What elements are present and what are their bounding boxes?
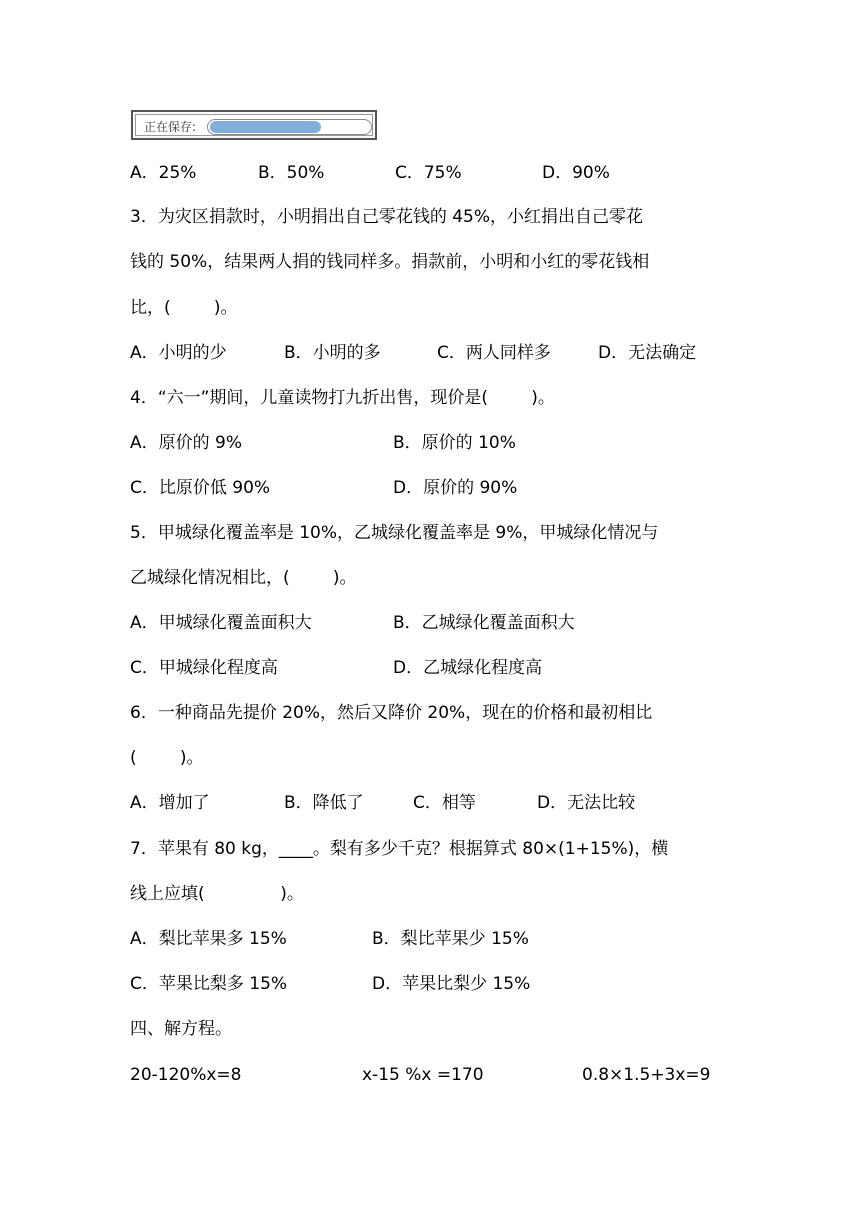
q5-option-d: D．乙城绿化程度高 — [393, 658, 543, 678]
q3-option-a: A．小明的少 — [130, 343, 227, 363]
q2-option-d: D．90% — [542, 163, 610, 183]
q3-option-b: B．小明的多 — [284, 343, 381, 363]
q5-option-a: A．甲城绿化覆盖面积大 — [130, 613, 312, 633]
q7-option-b: B．梨比苹果少 15% — [372, 929, 529, 949]
q3-option-d: D．无法确定 — [598, 343, 697, 363]
q3-stem-line-2: 钱的 50%，结果两人捐的钱同样多。捐款前，小明和小红的零花钱相 — [130, 252, 650, 272]
q7-stem-line-1: 7．苹果有 80 kg，____。梨有多少千克？根据算式 80×(1+15%)，横 — [130, 839, 669, 859]
q4-stem-line-1: 4．“六一”期间，儿童读物打九折出售，现价是( )。 — [130, 388, 555, 408]
q3-stem-line-1: 3．为灾区捐款时，小明捐出自己零花钱的 45%，小红捐出自己零花 — [130, 207, 644, 227]
q7-option-c: C．苹果比梨多 15% — [130, 974, 288, 994]
q6-stem-line-2: ( )。 — [130, 748, 204, 768]
saving-label: 正在保存: — [144, 120, 197, 134]
q7-option-d: D．苹果比梨少 15% — [372, 974, 531, 994]
saving-progress-frame — [135, 114, 373, 136]
q6-option-d: D．无法比较 — [537, 793, 636, 813]
q4-option-b: B．原价的 10% — [393, 433, 516, 453]
equation-2: x-15 %x =170 — [362, 1065, 484, 1085]
q4-option-d: D．原价的 90% — [393, 478, 518, 498]
q3-option-c: C．两人同样多 — [437, 343, 551, 363]
saving-progress-track — [207, 119, 372, 135]
q3-stem-line-3: 比，( )。 — [130, 298, 238, 318]
q5-option-b: B．乙城绿化覆盖面积大 — [393, 613, 575, 633]
saving-progress-widget — [131, 110, 377, 140]
q2-option-b: B．50% — [258, 163, 325, 183]
saving-progress-fill — [210, 121, 321, 133]
q2-option-c: C．75% — [395, 163, 462, 183]
q6-option-b: B．降低了 — [284, 793, 364, 813]
q6-stem-line-1: 6．一种商品先提价 20%，然后又降价 20%，现在的价格和最初相比 — [130, 703, 653, 723]
q5-stem-line-1: 5．甲城绿化覆盖率是 10%，乙城绿化覆盖率是 9%，甲城绿化情况与 — [130, 523, 659, 543]
q7-option-a: A．梨比苹果多 15% — [130, 929, 287, 949]
q5-option-c: C．甲城绿化程度高 — [130, 658, 278, 678]
q4-option-c: C．比原价低 90% — [130, 478, 271, 498]
q2-option-a: A．25% — [130, 163, 197, 183]
section-4-title: 四、解方程。 — [130, 1019, 232, 1039]
q6-option-a: A．增加了 — [130, 793, 210, 813]
q4-option-a: A．原价的 9% — [130, 433, 243, 453]
q6-option-c: C．相等 — [413, 793, 476, 813]
q5-stem-line-2: 乙城绿化情况相比，( )。 — [130, 568, 357, 588]
equation-1: 20-120%x=8 — [130, 1065, 242, 1085]
equation-3: 0.8×1.5+3x=9 — [582, 1065, 711, 1085]
q7-stem-line-2: 线上应填( )。 — [130, 884, 304, 904]
